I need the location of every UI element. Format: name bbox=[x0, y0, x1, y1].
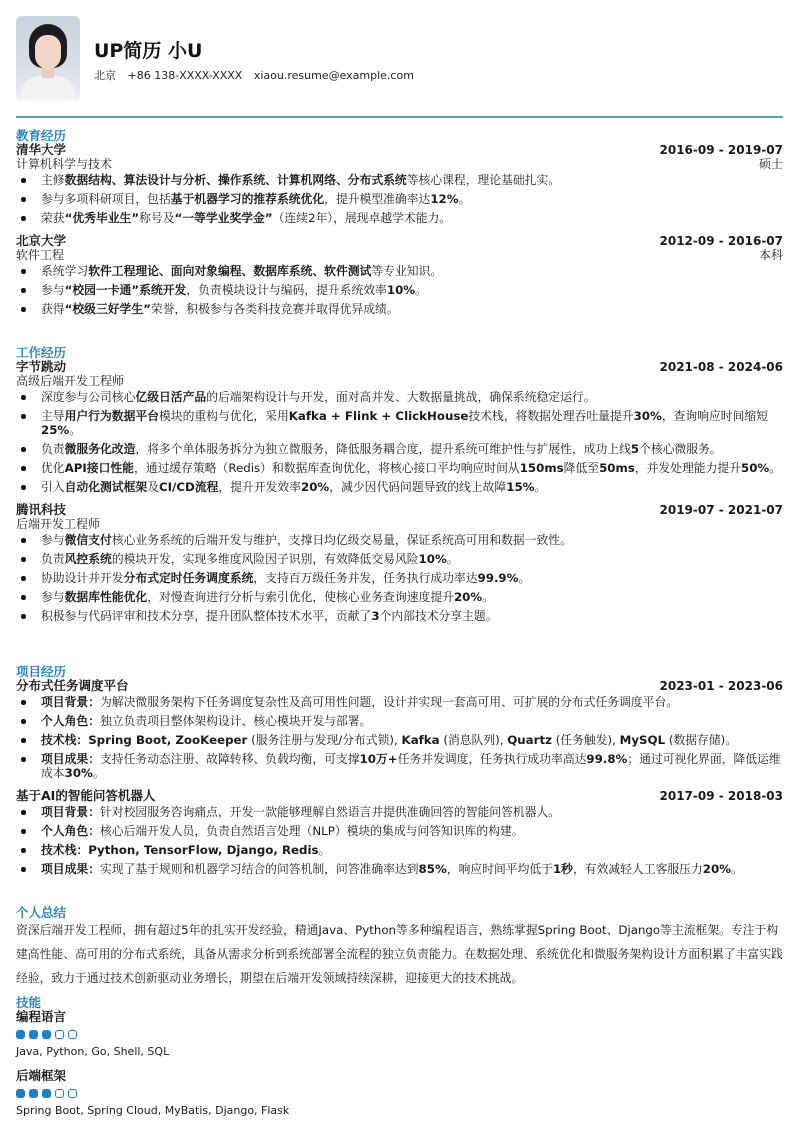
list-item: 系统学习软件工程理论、面向对象编程、数据库系统、软件测试等专业知识。 bbox=[16, 264, 783, 278]
list-item: 参与数据库性能优化，对慢查询进行分析与索引优化，使核心业务查询速度提升20%。 bbox=[16, 590, 783, 604]
entry-date: 2016-09 - 2019-07 bbox=[659, 143, 783, 157]
list-item: 获得“校级三好学生”荣誉，积极参与各类科技竞赛并取得优异成绩。 bbox=[16, 302, 783, 316]
profile-photo bbox=[16, 16, 80, 101]
list-item: 项目背景：为解决微服务架构下任务调度复杂性及高可用性问题，设计并实现一套高可用、可扩展的分布式任务调度平台。 bbox=[16, 695, 783, 709]
list-item: 技术栈：Spring Boot, ZooKeeper (服务注册与发现/分布式锁), Kafka (消息队列), Quartz (任务触发), MySQL (数据存储)。 bbox=[16, 733, 783, 747]
skill-level-rating bbox=[16, 1030, 783, 1039]
list-item: 参与多项科研项目，包括基于机器学习的推荐系统优化，提升模型准确率达12%。 bbox=[16, 192, 783, 206]
entry-date: 2012-09 - 2016-07 bbox=[659, 234, 783, 248]
skill-list: Spring Boot, Spring Cloud, MyBatis, Django, Flask bbox=[16, 1104, 290, 1117]
list-item: 技术栈：Python, TensorFlow, Django, Redis。 bbox=[16, 843, 783, 857]
list-item: 荣获“优秀毕业生”称号及“一等学业奖学金”（连续2年），展现卓越学术能力。 bbox=[16, 211, 783, 225]
list-item: 协助设计并开发分布式定时任务调度系统，支持百万级任务并发，任务执行成功率达99.9%。 bbox=[16, 571, 783, 585]
bullet-list bbox=[16, 264, 783, 316]
list-item: 积极参与代码评审和技术分享，提升团队整体技术水平，贡献了3个内部技术分享主题。 bbox=[16, 609, 783, 623]
list-item: 引入自动化测试框架及CI/CD流程，提升开发效率20%，减少因代码问题导致的线上故障15%。 bbox=[16, 480, 783, 494]
skill-name: 后端框架 bbox=[16, 1068, 67, 1083]
major: 计算机科学与技术 bbox=[16, 157, 113, 171]
level-dot-empty-icon bbox=[68, 1089, 77, 1098]
level-dot-filled-icon bbox=[29, 1089, 38, 1098]
section-title: 个人总结 bbox=[16, 905, 67, 920]
contact-email[interactable]: xiaou.resume@example.com bbox=[253, 69, 414, 82]
list-item: 主导用户行为数据平台模块的重构与优化，采用Kafka + Flink + ClickHouse技术栈，将数据处理吞吐量提升30%，查询响应时间缩短25%。 bbox=[16, 409, 783, 437]
work-entry bbox=[16, 503, 783, 623]
bullet-list bbox=[16, 173, 783, 225]
list-item: 负责风控系统的模块开发，实现多维度风险因子识别，有效降低交易风险10%。 bbox=[16, 552, 783, 566]
education-entry bbox=[16, 234, 783, 316]
education-entry bbox=[16, 143, 783, 225]
job-role: 高级后端开发工程师 bbox=[16, 374, 125, 388]
job-role: 后端开发工程师 bbox=[16, 517, 101, 531]
entry-date: 2017-09 - 2018-03 bbox=[659, 789, 783, 803]
list-item: 参与“校园一卡通”系统开发，负责模块设计与编码，提升系统效率10%。 bbox=[16, 283, 783, 297]
list-item: 主修数据结构、算法设计与分析、操作系统、计算机网络、分布式系统等核心课程，理论基础扎实。 bbox=[16, 173, 783, 187]
list-item: 负责微服务化改造，将多个单体服务拆分为独立微服务，降低服务耦合度，提升系统可维护性与扩展性，成功上线5个核心微服务。 bbox=[16, 442, 783, 456]
level-dot-empty-icon bbox=[55, 1030, 64, 1039]
work-section bbox=[16, 346, 783, 628]
skill-group bbox=[16, 1010, 783, 1059]
skill-level-rating bbox=[16, 1089, 783, 1098]
section-title: 项目经历 bbox=[16, 664, 67, 679]
level-dot-filled-icon bbox=[42, 1089, 51, 1098]
school-name: 清华大学 bbox=[16, 142, 67, 157]
skills-section bbox=[16, 996, 783, 1118]
education-section bbox=[16, 129, 783, 321]
resume-page bbox=[16, 0, 783, 1117]
bullet-list bbox=[16, 533, 783, 623]
contact-line bbox=[94, 67, 422, 83]
entry-date: 2019-07 - 2021-07 bbox=[659, 503, 783, 517]
level-dot-filled-icon bbox=[16, 1089, 25, 1098]
level-dot-filled-icon bbox=[16, 1030, 25, 1039]
list-item: 项目成果：实现了基于规则和机器学习结合的问答机制，问答准确率达到85%，响应时间平均低于1秒，有效减轻人工客服压力20%。 bbox=[16, 862, 783, 876]
summary-section bbox=[16, 906, 783, 990]
summary-text: 资深后端开发工程师，拥有超过5年的扎实开发经验，精通Java、Python等多种编程语言，熟练掌握Spring Boot、Django等主流框架。专注于构建高性能、高可用的分布式系统，具备从需求分析到系统部署全流程的独立负责能力。在数据处理、系统优化和微服务架构设计方面积累了丰富实践经验，致力于通过技术创新驱动业务增长，期望在后端开发领域持续深耕，迎接更大的技术挑战。 bbox=[16, 923, 783, 985]
list-item: 个人角色：核心后端开发人员，负责自然语言处理（NLP）模块的集成与问答知识库的构建。 bbox=[16, 824, 783, 838]
contact-city: 北京 bbox=[94, 69, 116, 82]
skill-list: Java, Python, Go, Shell, SQL bbox=[16, 1045, 170, 1058]
degree: 硕士 bbox=[758, 157, 783, 171]
section-title: 工作经历 bbox=[16, 345, 67, 360]
header-divider bbox=[16, 116, 783, 118]
list-item: 优化API接口性能，通过缓存策略（Redis）和数据库查询优化，将核心接口平均响应时间从150ms降低至50ms，并发处理能力提升50%。 bbox=[16, 461, 783, 475]
list-item: 个人角色：独立负责项目整体架构设计、核心模块开发与部署。 bbox=[16, 714, 783, 728]
bullet-list bbox=[16, 390, 783, 494]
projects-section bbox=[16, 665, 783, 881]
list-item: 项目成果：支持任务动态注册、故障转移、负载均衡，可支撑10万+任务并发调度，任务执行成功率高达99.8%；通过可视化界面，降低运维成本30%。 bbox=[16, 752, 783, 780]
candidate-name: UP简历 小U bbox=[94, 40, 203, 62]
project-entry bbox=[16, 679, 783, 780]
section-title: 技能 bbox=[16, 995, 42, 1010]
project-name: 基于AI的智能问答机器人 bbox=[16, 788, 156, 803]
contact-phone: +86 138-XXXX-XXXX bbox=[127, 69, 243, 82]
project-entry bbox=[16, 789, 783, 876]
level-dot-empty-icon bbox=[68, 1030, 77, 1039]
list-item: 深度参与公司核心亿级日活产品的后端架构设计与开发，面对高并发、大数据量挑战，确保系统稳定运行。 bbox=[16, 390, 783, 404]
company-name: 腾讯科技 bbox=[16, 502, 67, 517]
list-item: 项目背景：针对校园服务咨询痛点，开发一款能够理解自然语言并提供准确回答的智能问答机器人。 bbox=[16, 805, 783, 819]
degree: 本科 bbox=[758, 248, 783, 262]
project-name: 分布式任务调度平台 bbox=[16, 678, 129, 693]
company-name: 字节跳动 bbox=[16, 359, 67, 374]
level-dot-empty-icon bbox=[55, 1089, 64, 1098]
list-item: 参与微信支付核心业务系统的后端开发与维护，支撑日均亿级交易量，保证系统高可用和数据一致性。 bbox=[16, 533, 783, 547]
level-dot-filled-icon bbox=[29, 1030, 38, 1039]
bullet-list bbox=[16, 805, 783, 876]
skill-group bbox=[16, 1069, 783, 1118]
school-name: 北京大学 bbox=[16, 233, 67, 248]
skill-name: 编程语言 bbox=[16, 1009, 67, 1024]
work-entry bbox=[16, 360, 783, 494]
bullet-list bbox=[16, 695, 783, 780]
resume-header bbox=[16, 0, 783, 116]
level-dot-filled-icon bbox=[42, 1030, 51, 1039]
section-title: 教育经历 bbox=[16, 128, 67, 143]
entry-date: 2023-01 - 2023-06 bbox=[659, 679, 783, 693]
major: 软件工程 bbox=[16, 248, 65, 262]
entry-date: 2021-08 - 2024-06 bbox=[659, 360, 783, 374]
